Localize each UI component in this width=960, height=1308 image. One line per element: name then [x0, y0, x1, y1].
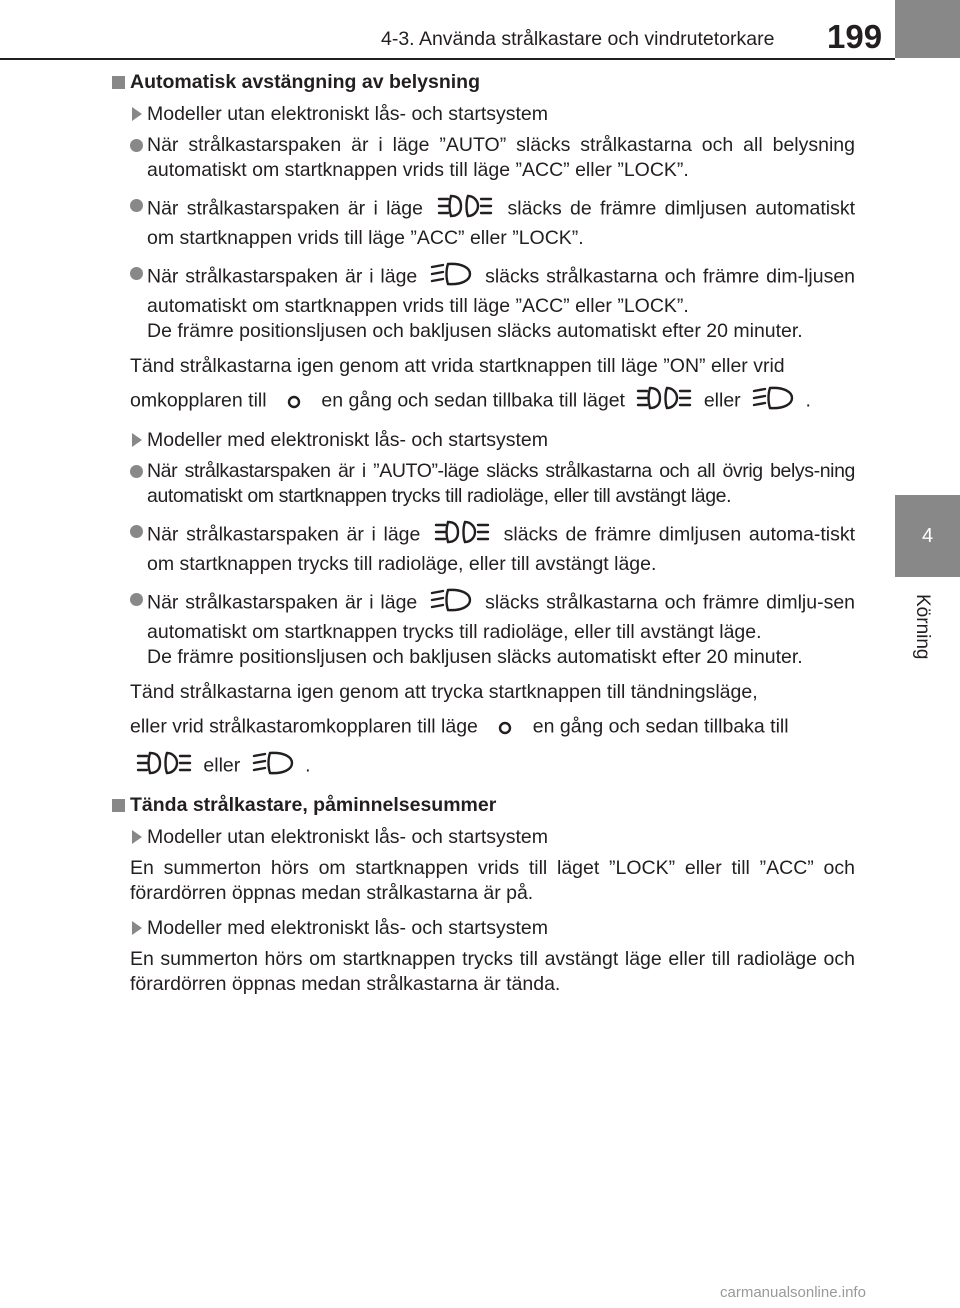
bullet-headlight-mode: När strålkastarspaken är i läge släcks strålkastarna och främre dim-ljusen automatiskt om startknappen vrids till läge ”ACC” eller ”LOCK”. De främre positionsljusen och bakljusen släcks automatiskt efter 20 minuter.: [110, 261, 855, 344]
front-fog-light-icon: [636, 385, 692, 418]
front-fog-light-icon: [437, 193, 493, 226]
side-tab-chapter-label: Körning: [912, 594, 933, 660]
triangle-bullet-icon: [132, 433, 142, 447]
off-position-icon: [489, 711, 521, 744]
paragraph-reminder-turn: En summerton hörs om startknappen vrids till läget ”LOCK” eller till ”ACC” och förardörren öppnas medan strålkastarna är på.: [130, 857, 855, 904]
circle-bullet-icon: [130, 593, 143, 606]
triangle-bullet-icon: [132, 921, 142, 935]
headlight-icon: [430, 261, 472, 294]
front-fog-light-icon: [434, 519, 490, 552]
bullet-fog-mode: När strålkastarspaken är i läge släcks de främre dimljusen automatiskt om startknappen vrids till läge ”ACC” eller ”LOCK”.: [110, 193, 855, 251]
headlight-icon: [430, 587, 472, 620]
off-position-icon: [278, 385, 310, 418]
section-heading-auto-off: Automatisk avstängning av belysning: [110, 70, 855, 96]
side-tab: [895, 0, 960, 1308]
paragraph-reminder-push: En summerton hörs om startknappen trycks till avstängt läge eller till radioläge och förardörren öppnas medan strålkastarna är tända.: [130, 948, 855, 995]
paragraph-relight-turn: Tänd strålkastarna igen genom att vrida startknappen till läge ”ON” eller vrid omkopplaren till en gång och sedan tillbaka till läget eller .: [110, 354, 855, 418]
chapter-header-title: 4-3. Använda strålkastare och vindrutetorkare: [381, 28, 775, 50]
page-content: [110, 70, 855, 1007]
watermark: carmanualsonline.info: [720, 1284, 866, 1301]
side-tab-chapter-number: 4: [895, 495, 960, 577]
model-line-without-smart-key: Modeller utan elektroniskt lås- och startsystem: [110, 102, 855, 127]
circle-bullet-icon: [130, 139, 143, 152]
model-line-with-smart-key: Modeller med elektroniskt lås- och startsystem: [110, 428, 855, 453]
square-bullet-icon: [112, 799, 125, 812]
triangle-bullet-icon: [132, 107, 142, 121]
side-tab-top-band: [895, 0, 960, 58]
circle-bullet-icon: [130, 267, 143, 280]
front-fog-light-icon: [136, 750, 192, 783]
circle-bullet-icon: [130, 465, 143, 478]
section-heading-reminder: Tända strålkastare, påminnelsesummer: [110, 793, 855, 819]
page-number: 199: [827, 18, 883, 55]
model-line-with-smart-key-reminder: Modeller med elektroniskt lås- och startsystem: [110, 916, 855, 941]
headlight-icon: [252, 750, 294, 783]
circle-bullet-icon: [130, 199, 143, 212]
header-rule: [0, 58, 895, 60]
headlight-icon: [752, 385, 794, 418]
model-line-without-smart-key-reminder: Modeller utan elektroniskt lås- och startsystem: [110, 825, 855, 850]
bullet-auto-mode-smart: När strålkastarspaken är i ”AUTO”-läge släcks strålkastarna och all övrig belys-ning automatiskt om startknappen trycks till radioläge, eller till avstängt läge.: [110, 459, 855, 509]
bullet-headlight-mode-smart: När strålkastarspaken är i läge släcks strålkastarna och främre dimlju-sen automatiskt om startknappen trycks till radioläge, eller till avstängt läge. De främre positionsljusen och bakljusen släcks automatiskt efter 20 minuter.: [110, 587, 855, 670]
circle-bullet-icon: [130, 525, 143, 538]
triangle-bullet-icon: [132, 830, 142, 844]
paragraph-relight-push: Tänd strålkastarna igen genom att trycka startknappen till tändningsläge, eller vrid strålkastaromkopplaren till läge en gång och sedan tillbaka till eller .: [110, 680, 855, 783]
square-bullet-icon: [112, 76, 125, 89]
bullet-fog-mode-smart: När strålkastarspaken är i läge släcks de främre dimljusen automa-tiskt om startknappen trycks till radioläge, eller till avstängt läge.: [110, 519, 855, 577]
bullet-auto-mode: När strålkastarspaken är i läge ”AUTO” släcks strålkastarna och all belysning automatiskt om startknappen vrids till läge ”ACC” eller ”LOCK”.: [110, 133, 855, 183]
